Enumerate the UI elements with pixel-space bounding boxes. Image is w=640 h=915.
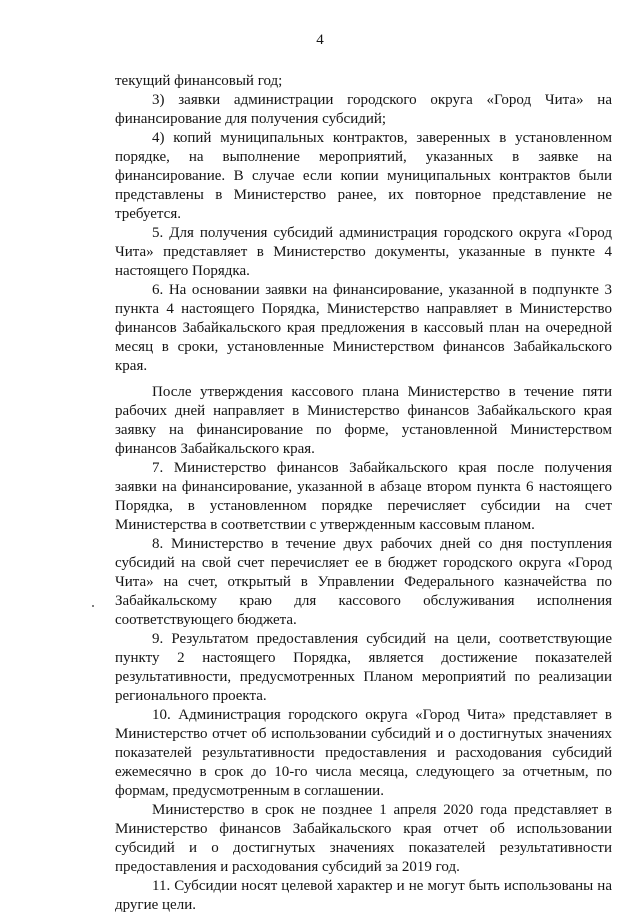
paragraph-point-6-part-2: После утверждения кассового плана Министерство в течение пяти рабочих дней направляет в Министерство финансов Забайкальского края заявку на финансирование по форме, установленной Министерством финансов Забайкальского края. <box>115 384 612 457</box>
paragraph-point-6: 6. На основании заявки на финансирование, указанной в подпункте 3 пункта 4 настоящего Порядка, Министерство направляет в Министерство финансов Забайкальского края предложения в кассовый план на очередной месяц в сроки, установленные Министерством финансов Забайкальского края. <box>115 282 612 374</box>
paragraph-point-10-part-2: Министерство в срок не позднее 1 апреля 2020 года представляет в Министерство финансов Забайкальского края отчет об использовании субсидий и о достигнутых значениях показателей результативности предоставления и расходования субсидий за 2019 год. <box>115 802 612 875</box>
paragraph-point-8: 8. Министерство в течение двух рабочих дней со дня поступления субсидий на свой счет перечисляет ее в бюджет городского округа «Город Чита» на счет, открытый в Управлении Федерального казначейства по Забайкальскому краю для кассового обслуживания исполнения соответствующего бюджета. <box>115 536 612 628</box>
paragraph-item-4: 4) копий муниципальных контрактов, заверенных в установленном порядке, на выполнение мероприятий, указанных в заявке на финансирование. В случае если копии муниципальных контрактов были представлены в Министерство ранее, их повторное представление не требуется. <box>115 130 612 222</box>
paragraph-item-3: 3) заявки администрации городского округа «Город Чита» на финансирование для получения субсидий; <box>115 92 612 127</box>
paragraph-point-5: 5. Для получения субсидий администрация городского округа «Город Чита» представляет в Министерство документы, указанные в пункте 4 настоящего Порядка. <box>115 225 612 279</box>
scan-dot-mark <box>92 605 94 607</box>
page-number: 4 <box>316 32 324 48</box>
paragraph-point-7: 7. Министерство финансов Забайкальского края после получения заявки на финансирование, указанной в абзаце втором пункта 6 настоящего Порядка, в установленном порядке перечисляет субсидии на счет Министерства в соответствии с утвержденным кассовым планом. <box>115 460 612 533</box>
paragraph-point-11: 11. Субсидии носят целевой характер и не могут быть использованы на другие цели. <box>115 878 612 913</box>
document-body <box>115 72 612 915</box>
paragraph-point-10: 10. Администрация городского округа «Город Чита» представляет в Министерство отчет об использовании субсидий и о достигнутых значениях показателей результативности предоставления и расходования субсидий ежемесячно в срок до 10-го числа месяца, следующего за отчетным, по формам, предусмотренным в соглашении. <box>115 707 612 799</box>
paragraph-continuation: текущий финансовый год; <box>115 73 283 89</box>
paragraph-point-9: 9. Результатом предоставления субсидий на цели, соответствующие пункту 2 настоящего Порядка, является достижение показателей результативности, предусмотренных Планом мероприятий по реализации регионального проекта. <box>115 631 612 704</box>
